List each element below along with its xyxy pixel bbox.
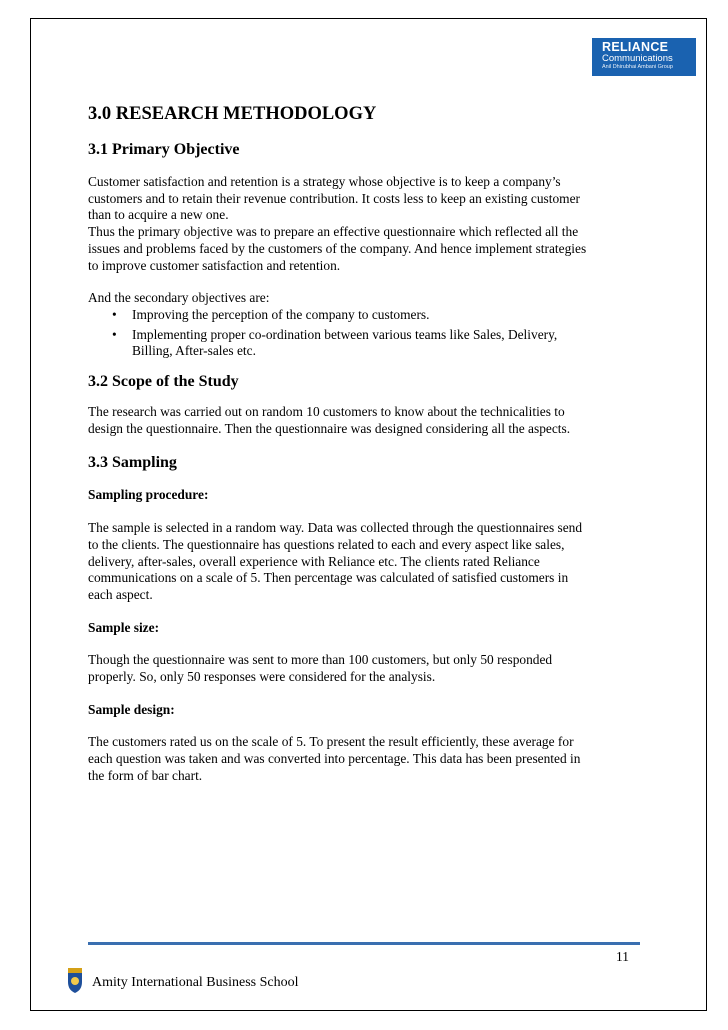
text-line: delivery, after-sales, overall experience with Reliance etc. The clients rated Reliance — [88, 553, 540, 569]
text-line: The research was carried out on random 10 customers to know about the technicalities to — [88, 404, 565, 420]
list-item — [88, 307, 648, 324]
text-line: The customers rated us on the scale of 5. To present the result efficiently, these average for — [88, 734, 574, 750]
sample-size-paragraph — [88, 652, 648, 685]
text-line: Though the questionnaire was sent to more than 100 customers, but only 50 responded — [88, 652, 553, 668]
bullet-icon: • — [112, 306, 117, 322]
logo-sub: Communications — [602, 53, 673, 64]
text-line: Thus the primary objective was to prepare an effective questionnaire which reflected all the — [88, 224, 579, 240]
list-item-text: Implementing proper co-ordination between various teams like Sales, Delivery, — [132, 326, 558, 342]
logo-group: Anil Dhirubhai Ambani Group — [602, 64, 673, 70]
secondary-objectives-intro: And the secondary objectives are: — [88, 290, 270, 306]
sample-design-title: Sample design: — [88, 701, 175, 717]
section-title-sampling: 3.3 Sampling — [88, 454, 177, 472]
sampling-procedure-title: Sampling procedure: — [88, 487, 209, 503]
text-line: properly. So, only 50 responses were considered for the analysis. — [88, 669, 436, 685]
scope-paragraph — [88, 404, 648, 437]
text-line: communications on a scale of 5. Then percentage was calculated of satisfied customers in — [88, 570, 569, 586]
secondary-objectives-list — [88, 307, 648, 360]
primary-objective-paragraph — [88, 174, 648, 274]
sample-size-title: Sample size: — [88, 619, 160, 635]
footer-divider — [88, 942, 640, 945]
page-number: 11 — [616, 949, 629, 964]
logo-brand: RELIANCE — [602, 40, 669, 54]
text-line: the form of bar chart. — [88, 767, 203, 783]
text-line: customers and to retain their revenue contribution. It costs less to keep an existing customer — [88, 190, 580, 206]
page-title: 3.0 RESEARCH METHODOLOGY — [88, 104, 377, 124]
text-line: each aspect. — [88, 586, 153, 602]
text-line: to improve customer satisfaction and retention. — [88, 257, 341, 273]
text-line: Customer satisfaction and retention is a strategy whose objective is to keep a company’s — [88, 174, 561, 189]
section-title-primary-objective: 3.1 Primary Objective — [88, 141, 240, 158]
text-line: design the questionnaire. Then the questionnaire was designed considering all the aspects. — [88, 420, 571, 436]
section-title-scope: 3.2 Scope of the Study — [88, 373, 239, 391]
document-body — [88, 102, 648, 785]
text-line: to the clients. The questionnaire has questions related to each and every aspect like sales, — [88, 536, 565, 552]
sampling-procedure-paragraph — [88, 520, 648, 604]
text-line: issues and problems faced by the customers of the company. And hence implement strategies — [88, 240, 587, 256]
school-name: Amity International Business School — [92, 975, 299, 990]
sample-design-paragraph — [88, 734, 648, 784]
text-line: each question was taken and was converted into percentage. This data has been presented in — [88, 751, 581, 767]
bullet-icon: • — [112, 326, 117, 342]
text-line: The sample is selected in a random way. Data was collected through the questionnaires send — [88, 520, 583, 536]
list-item-text: Improving the perception of the company to customers. — [132, 306, 430, 322]
amity-shield-icon — [66, 966, 84, 994]
text-line: than to acquire a new one. — [88, 207, 229, 223]
reliance-logo — [592, 38, 696, 76]
list-item — [88, 327, 648, 360]
list-item-text: Billing, After-sales etc. — [132, 343, 256, 359]
